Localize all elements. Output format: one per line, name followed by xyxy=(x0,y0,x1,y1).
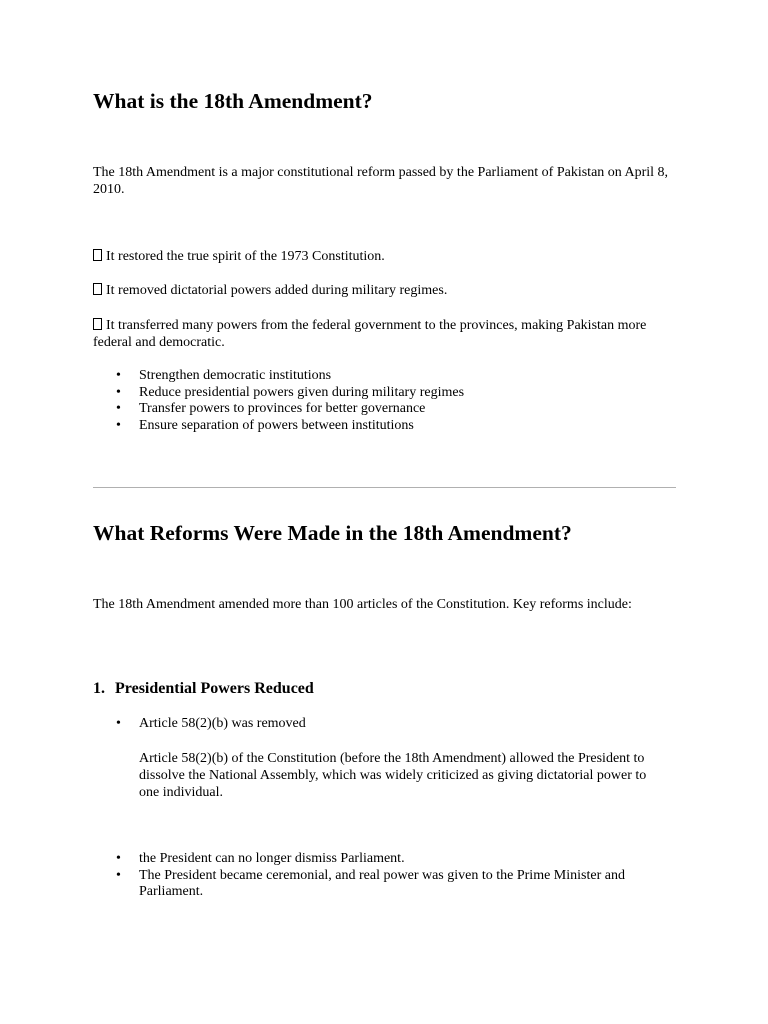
list-item-text: Transfer powers to provinces for better governance xyxy=(139,401,426,416)
point-2-text: It removed dictatorial powers added during military regimes. xyxy=(106,283,448,298)
bullet-icon: • xyxy=(116,851,121,866)
missing-glyph-icon xyxy=(93,283,102,295)
objectives-list xyxy=(93,368,676,434)
point-3 xyxy=(93,317,676,351)
point-1 xyxy=(93,248,676,265)
point-2 xyxy=(93,282,676,299)
section1-intro: The 18th Amendment is a major constitutional reform passed by the Parliament of Pakistan on April 8, 2010. xyxy=(93,165,669,197)
list-item xyxy=(93,418,676,435)
list-item-text: Reduce presidential powers given during military regimes xyxy=(139,384,465,400)
section2-intro: The 18th Amendment amended more than 100 articles of the Constitution. Key reforms include: xyxy=(93,597,632,612)
list-item xyxy=(93,368,676,385)
bullet-icon: • xyxy=(116,384,121,400)
list-item xyxy=(93,401,676,418)
reform-1-effects-list xyxy=(93,851,676,901)
bullet-icon: • xyxy=(116,716,121,731)
list-item xyxy=(93,868,676,901)
bullet-icon: • xyxy=(116,401,121,416)
reform-1-detail: Article 58(2)(b) of the Constitution (before the 18th Amendment) allowed the President to dissolve the National Assembly, which was widely criticized as giving dictatorial power to one individual. xyxy=(139,751,647,800)
list-item-text: the President can no longer dismiss Parliament. xyxy=(139,851,405,866)
heading-what-is-18th-amendment: What is the 18th Amendment? xyxy=(93,89,373,113)
list-item xyxy=(93,851,676,868)
missing-glyph-icon xyxy=(93,249,102,261)
reform-1-title: Presidential Powers Reduced xyxy=(115,680,314,697)
point-1-text: It restored the true spirit of the 1973 Constitution. xyxy=(106,249,385,264)
bullet-icon: • xyxy=(116,867,121,883)
missing-glyph-icon xyxy=(93,318,102,330)
reform-1-number: 1. xyxy=(93,680,105,697)
list-item-text: The President became ceremonial, and real power was given to the Prime Minister and Parliament. xyxy=(139,867,625,899)
list-item xyxy=(93,716,676,733)
bullet-icon: • xyxy=(116,417,121,433)
point-3-text: It transferred many powers from the federal government to the provinces, making Pakistan more federal and democratic. xyxy=(93,318,647,350)
list-item-text: Strengthen democratic institutions xyxy=(139,368,332,383)
list-item xyxy=(93,385,676,402)
list-item-text: Ensure separation of powers between institutions xyxy=(139,417,414,433)
horizontal-divider xyxy=(93,487,676,488)
reform-1-heading xyxy=(93,679,314,699)
heading-reforms: What Reforms Were Made in the 18th Amendment? xyxy=(93,521,572,545)
list-item-text: Article 58(2)(b) was removed xyxy=(139,716,306,731)
bullet-icon: • xyxy=(116,368,121,383)
reform-1-list xyxy=(93,716,676,733)
